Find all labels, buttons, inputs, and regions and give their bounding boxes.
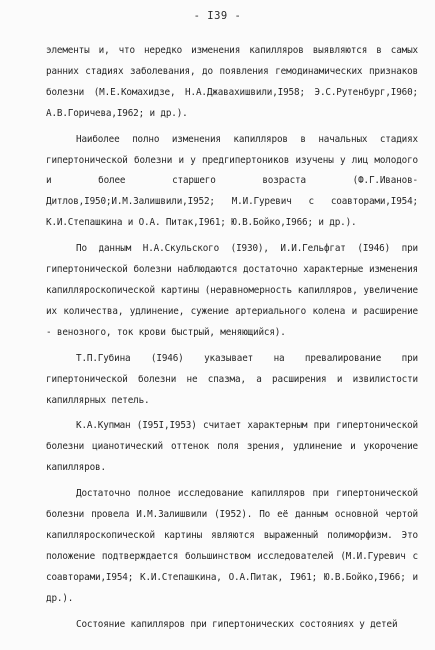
paragraph-5: К.А.Купман (I95I,I953) считает характерным при гипертонической болезни цианотический оттенок поля зрения, удлинение и укорочение капилляров. [46, 420, 418, 474]
paragraph-6: Достаточно полное исследование капилляров при гипертонической болезни провела И.М.Залишвили (I952). По её данным основной чертой капилляроскопической картины являются выраженный полиморфизм. Это положение подтверждается большинством исследователей (М.И.Гуревич с соавторами,I954; К.И.Степашкина, О.А.Питак, I961; Ю.В.Бойко,I966; и др.). [46, 488, 418, 604]
paragraph-3: По данным Н.А.Скульского (I930), И.И.Гельфгат (I946) при гипертонической болезни наблюдаются достаточно характерные изменения капилляроскопической картины (неравномерность капилляров, увеличение их количества, удлинение, сужение артериального колена и расширение - венозного, ток крови быстрый, меняющийся). [46, 243, 418, 338]
paragraph-2: Наиболее полно изменения капилляров в начальных стадиях гипертонической болезни и у предгипертоников изучены у лиц молодого и более старшего возраста (Ф.Г.Иванов-Дитлов,I950;И.М.Залишвили,I952; М.И.Гуревич с соавторами,I954; К.И.Степашкина и О.А. Питак,I961; Ю.В.Бойко,I966; и др.). [46, 133, 418, 229]
body-text [46, 41, 418, 640]
paragraph-1: элементы и, что нередко изменения капилляров выявляются в самых ранних стадиях заболевания, до появления гемодинамических признаков болезни (М.Е.Комахидзе, Н.А.Джавахишвили,I958; Э.С.Рутенбург,I960; А.В.Горичева,I962; и др.). [46, 45, 418, 119]
paragraph-7: Состояние капилляров при гипертонических состояниях у детей [76, 618, 398, 630]
page-number: - I39 - [193, 10, 242, 22]
paragraph-4: Т.П.Губина (I946) указывает на превалирование при гипертонической болезни не спазма, а расширения и извилистости капиллярных петель. [46, 352, 418, 406]
